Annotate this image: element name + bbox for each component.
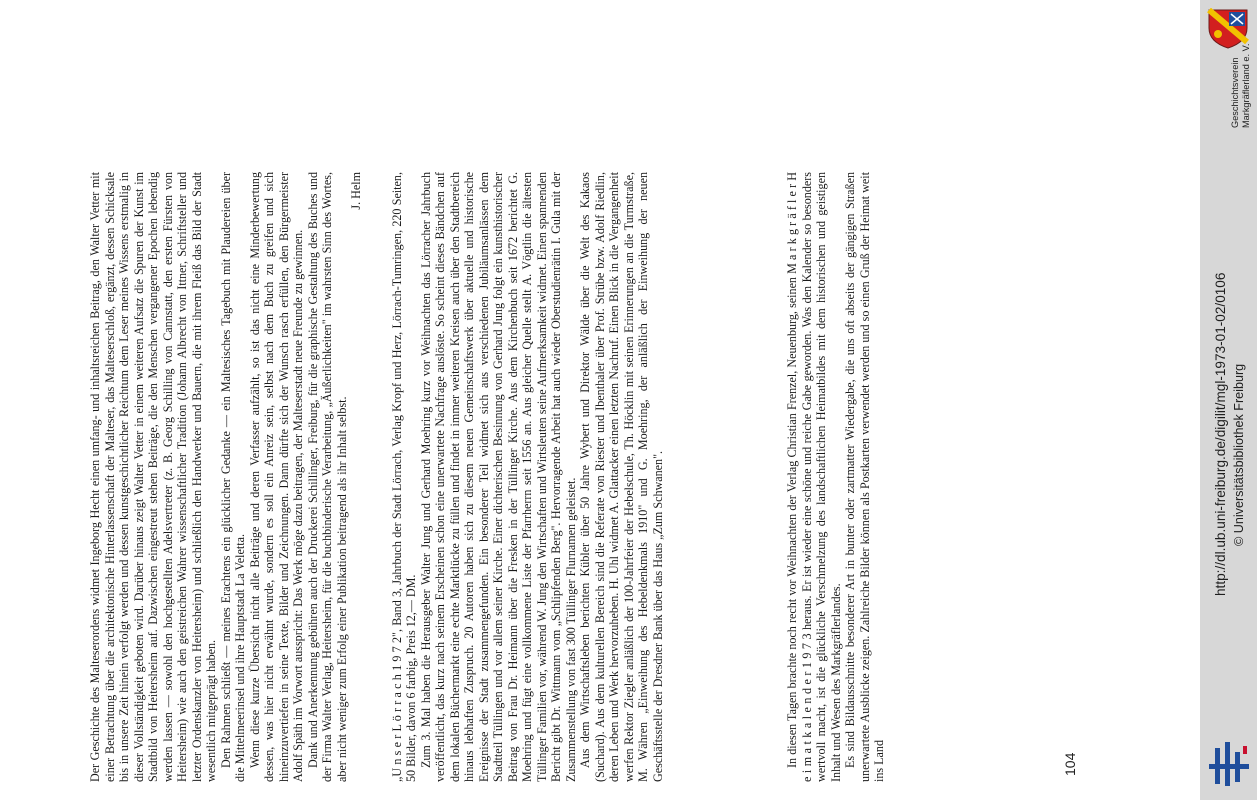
copyright-notice: © Universitätsbibliothek Freiburg <box>1232 363 1246 546</box>
paragraph: Wenn diese kurze Übersicht nicht alle Beiträge und deren Verfasser aufzählt, so ist das nicht eine Minderbewertung dessen, was hier nicht erwähnt wurde, sondern es soll ein Anreiz sein, selbst nach dem Buch zu greifen und sich hineinzuvertiefen in seine Texte, Bilder und Zeichnungen. Dann dürfte sich der Wunsch rasch erfüllen, den Bürgermeister Adolf Späth im Vorwort ausspricht: Das Werk möge dazu beitragen, der Malteserstadt neue Freunde zu gewinnen. <box>247 172 305 782</box>
paragraph: In diesen Tagen brachte noch recht vor Weihnachten der Verlag Christian Frenzel, Neuenburg, seinen M a r k g r ä f l e r H e i m a t k a l e n d e r 1 9 7 3 heraus. Er ist wieder eine schöne und reiche Gabe geworden. Was den Kalender so besonders wertvoll macht, ist die glückliche Verschmelzung des landschaftlichen Heimatbildes mit dem historischen und geistigen Inhalt und Wesen des Markgräflerlandes. <box>785 172 843 782</box>
paragraph: Der Geschichte des Malteserordens widmet Ingeborg Hecht einen umfang- und inhaltsreichen Beitrag, den Walter Vetter mit einer Betrachtung über die architektonische Hinterlassenschaft der Malteser, das Malteserschloß, ergänzt, dessen Schicksale bis in unsere Zeit hinein verfolgt werden und dessen kunstgeschichtlicher Reichtum dem Leser meines Wissens erstmalig in dieser Vollständigkeit geboten wird. Darüber hinaus zeigt Walter Vetter in einem weiteren Aufsatz die Spuren der Kunst im Stadtbild von Heitersheim auf. Dazwischen eingestreut stehen Beiträge, die den Menschen vergangener Epochen lebendig werden lassen — sowohl den hochgestellten Adelsvertreter (z. B. Georg Schilling von Cannstatt, den ersten Fürsten von Heitersheim) wie auch den geistreichen Wahrer wissenschaftlicher Tradition (Johann Albrecht von Ittner, Schriftsteller und letzter Ordenskanzler von Heitersheim) und schließlich den Handwerker und Bauern, die mit ihrem Fleiß das Bild der Stadt wesentlich mitgeprägt haben. <box>88 172 218 782</box>
book-heading: „U n s e r L ö r r a c h 1 9 7 2", Band 3, Jahrbuch der Stadt Lörrach, Verlag Kropf und Herz, Lörrach-Tumringen, 220 Seiten, 50 Bilder, davon 6 farbig, Preis 12,— DM. <box>389 172 418 782</box>
text-column <box>88 172 887 782</box>
page-number: 104 <box>1062 752 1078 776</box>
paragraph: Dank und Anerkennung gebühren auch der Druckerei Schillinger, Freiburg, für die graphische Gestaltung des Buches und der Firma Walter Verlag, Heitersheim, für die buchbinderische Verarbeitung, „Äußerlichkeiten" im wahrsten Sinn des Wortes, aber nicht weniger zum Erfolg einer Publikation beitragend als ihr Inhalt selbst. <box>305 172 349 782</box>
paragraph: Zum 3. Mal haben die Herausgeber Walter Jung und Gerhard Moehring kurz vor Weihnachten das Lörracher Jahrbuch veröffentlicht, das kurz nach seinem Erscheinen schon eine unerwartete Nachfrage auslöste. So scheint dieses Bändchen auf dem lokalen Büchermarkt eine echte Marktlücke zu füllen und findet in immer weiteren Kreisen auch über den Stadtbereich hinaus lebhaften Zuspruch. 20 Autoren haben sich zu diesem neuen Gemeinschaftswerk über aktuelle und historische Ereignisse der Stadt zusammengefunden. Ein besonderer Teil widmet sich aus verschiedenen Jubiläumsanlässen dem Stadtteil Tüllingen und vor allem seiner Kirche. Einer dichterischen Besinnung von Gerhard Jung folgt ein kunsthistorischer Beitrag von Frau Dr. Heimann über die Fresken in der Tüllinger Kirche. Aus dem Kirchenbuch seit 1672 berichtet G. Moehring und fügt eine vollkommene Liste der Pfarrherrn seit 1556 an. Aus gleicher Quelle stellt A. Vögtlin die ältesten Tüllinger Familien vor, während W. Jung den Wirtschaften und Wirtsleuten seine Aufmerksamkeit widmet. Einen spannenden Bericht gibt Dr. Wittmann vom „Schlipfenden Berg". Hervorragende Arbeit hat auch wieder Oberstudienrätin I. Gula mit der Zusammenstellung von fast 300 Tüllinger Flurnamen geleistet. <box>418 172 578 782</box>
paragraph: Aus dem Wirtschaftsleben berichten Kübler über 50 Jahre Wybert und Direktor Wälde über die Welt des Kakaos (Suchard). Aus dem kulturellen Bereich sind die Referate von Riester und Ibenthaler über Prof. Strübe bzw. Adolf Riedlin, deren Leben und Werk hervorzuheben. H. Uhl widmet A. Glattacker einen letzten Nachruf. Einen Blick in die Vergangenheit werfen Rektor Ziegler anläßlich der 100-Jahrfeier der Hebelschule, Th. Höcklin mit seinen Erinnerungen an die Turmstraße, M. Währen „Einweihung des Hebeldenkmals 1910" und G. Moehring, der anläßlich der Einweihung der neuen Geschäftsstelle der Dresdner Bank über das Haus „Zum Schwanen". <box>578 172 665 782</box>
university-library-logo-icon <box>1207 738 1251 790</box>
association-name: Geschichtsverein <box>1230 57 1240 128</box>
association-region: Markgräflerland e. V. <box>1241 43 1251 128</box>
document-url[interactable]: http://dl.ub.uni-freiburg.de/digilit/mgl-1973-01-02/0106 <box>1213 272 1228 596</box>
paragraph: Den Rahmen schließt — meines Erachtens ein glücklicher Gedanke — ein Maltesisches Tagebuch mit Plaudereien über die Mittelmeerinsel und ihre Hauptstadt La Veletta. <box>218 172 247 782</box>
paragraph: Es sind Bildausschnitte besonderer Art in bunter oder zartmatter Wiedergabe, die uns oft abseits der gängigen Straßen unerwartete Ausblicke zeigen. Zahlreiche Bilder können als Postkarten verwendet werden und so einen Gruß der Heimat weit ins Land <box>843 172 886 782</box>
signature: J. Helm <box>349 172 363 210</box>
